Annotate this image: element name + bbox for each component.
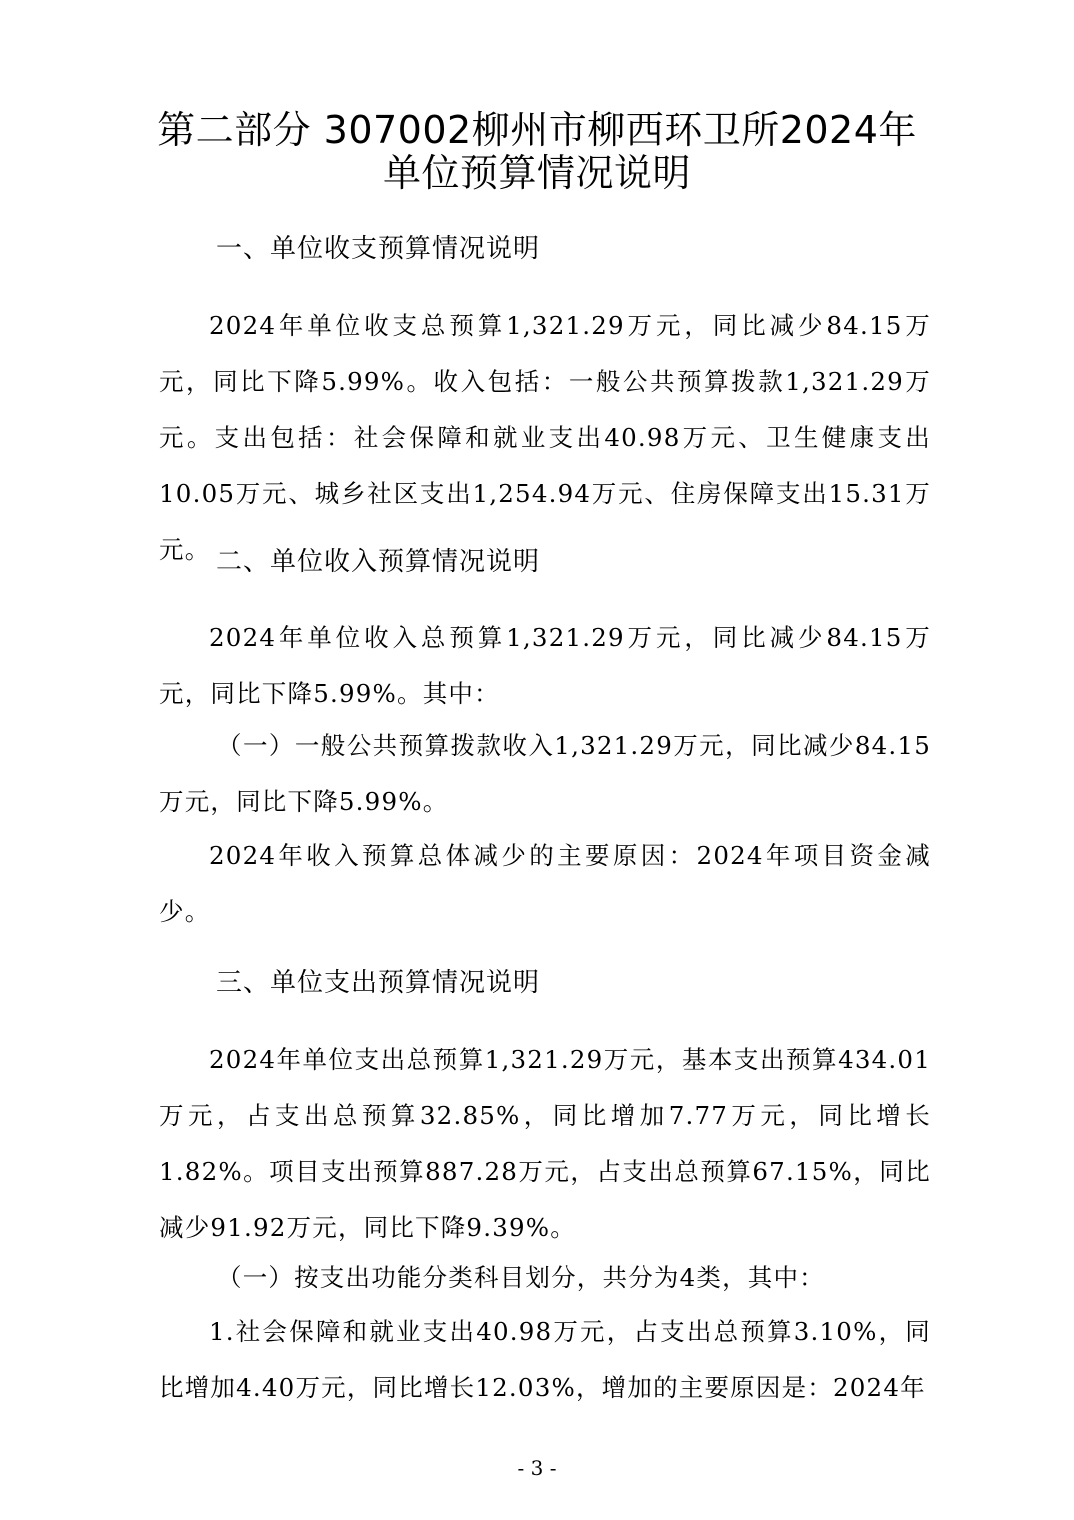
- section-3-paragraph-2: （一）按支出功能分类科目划分，共分为4类，其中：: [217, 1263, 825, 1292]
- section-heading-3: 三、单位支出预算情况说明: [216, 968, 541, 998]
- section-3-paragraph-1: 2024年单位支出总预算1,321.29万元，基本支出预算434.01万元，占支出总预算32.85%，同比增加7.77万元，同比增长1.82%。项目支出预算887.28万元，占支出总预算67.15%，同比减少91.92万元，同比下降9.39%。: [159, 1045, 931, 1242]
- section-heading-2: 二、单位收入预算情况说明: [216, 547, 541, 577]
- section-3-paragraph-3: 1.社会保障和就业支出40.98万元，占支出总预算3.10%，同比增加4.40万元，同比增长12.03%，增加的主要原因是：2024年: [159, 1317, 931, 1402]
- page-number: - 3 -: [517, 1456, 557, 1480]
- section-1-paragraph-1: 2024年单位收支总预算1,321.29万元，同比减少84.15万元，同比下降5.99%。收入包括：一般公共预算拨款1,321.29万元。支出包括：社会保障和就业支出40.98万元、卫生健康支出10.05万元、城乡社区支出1,254.94万元、住房保障支出15.31万元。: [159, 311, 931, 564]
- section-2-paragraph-3: 2024年收入预算总体减少的主要原因：2024年项目资金减少。: [159, 841, 931, 926]
- document-title-line-2: 单位预算情况说明: [382, 151, 691, 195]
- document-title-line-1: 第二部分 307002柳州市柳西环卫所2024年: [157, 108, 917, 152]
- section-heading-1: 一、单位收支预算情况说明: [216, 234, 541, 264]
- section-2-paragraph-1: 2024年单位收入总预算1,321.29万元，同比减少84.15万元，同比下降5.99%。其中：: [159, 623, 931, 708]
- section-2-paragraph-2: （一）一般公共预算拨款收入1,321.29万元，同比减少84.15万元，同比下降5.99%。: [159, 731, 931, 816]
